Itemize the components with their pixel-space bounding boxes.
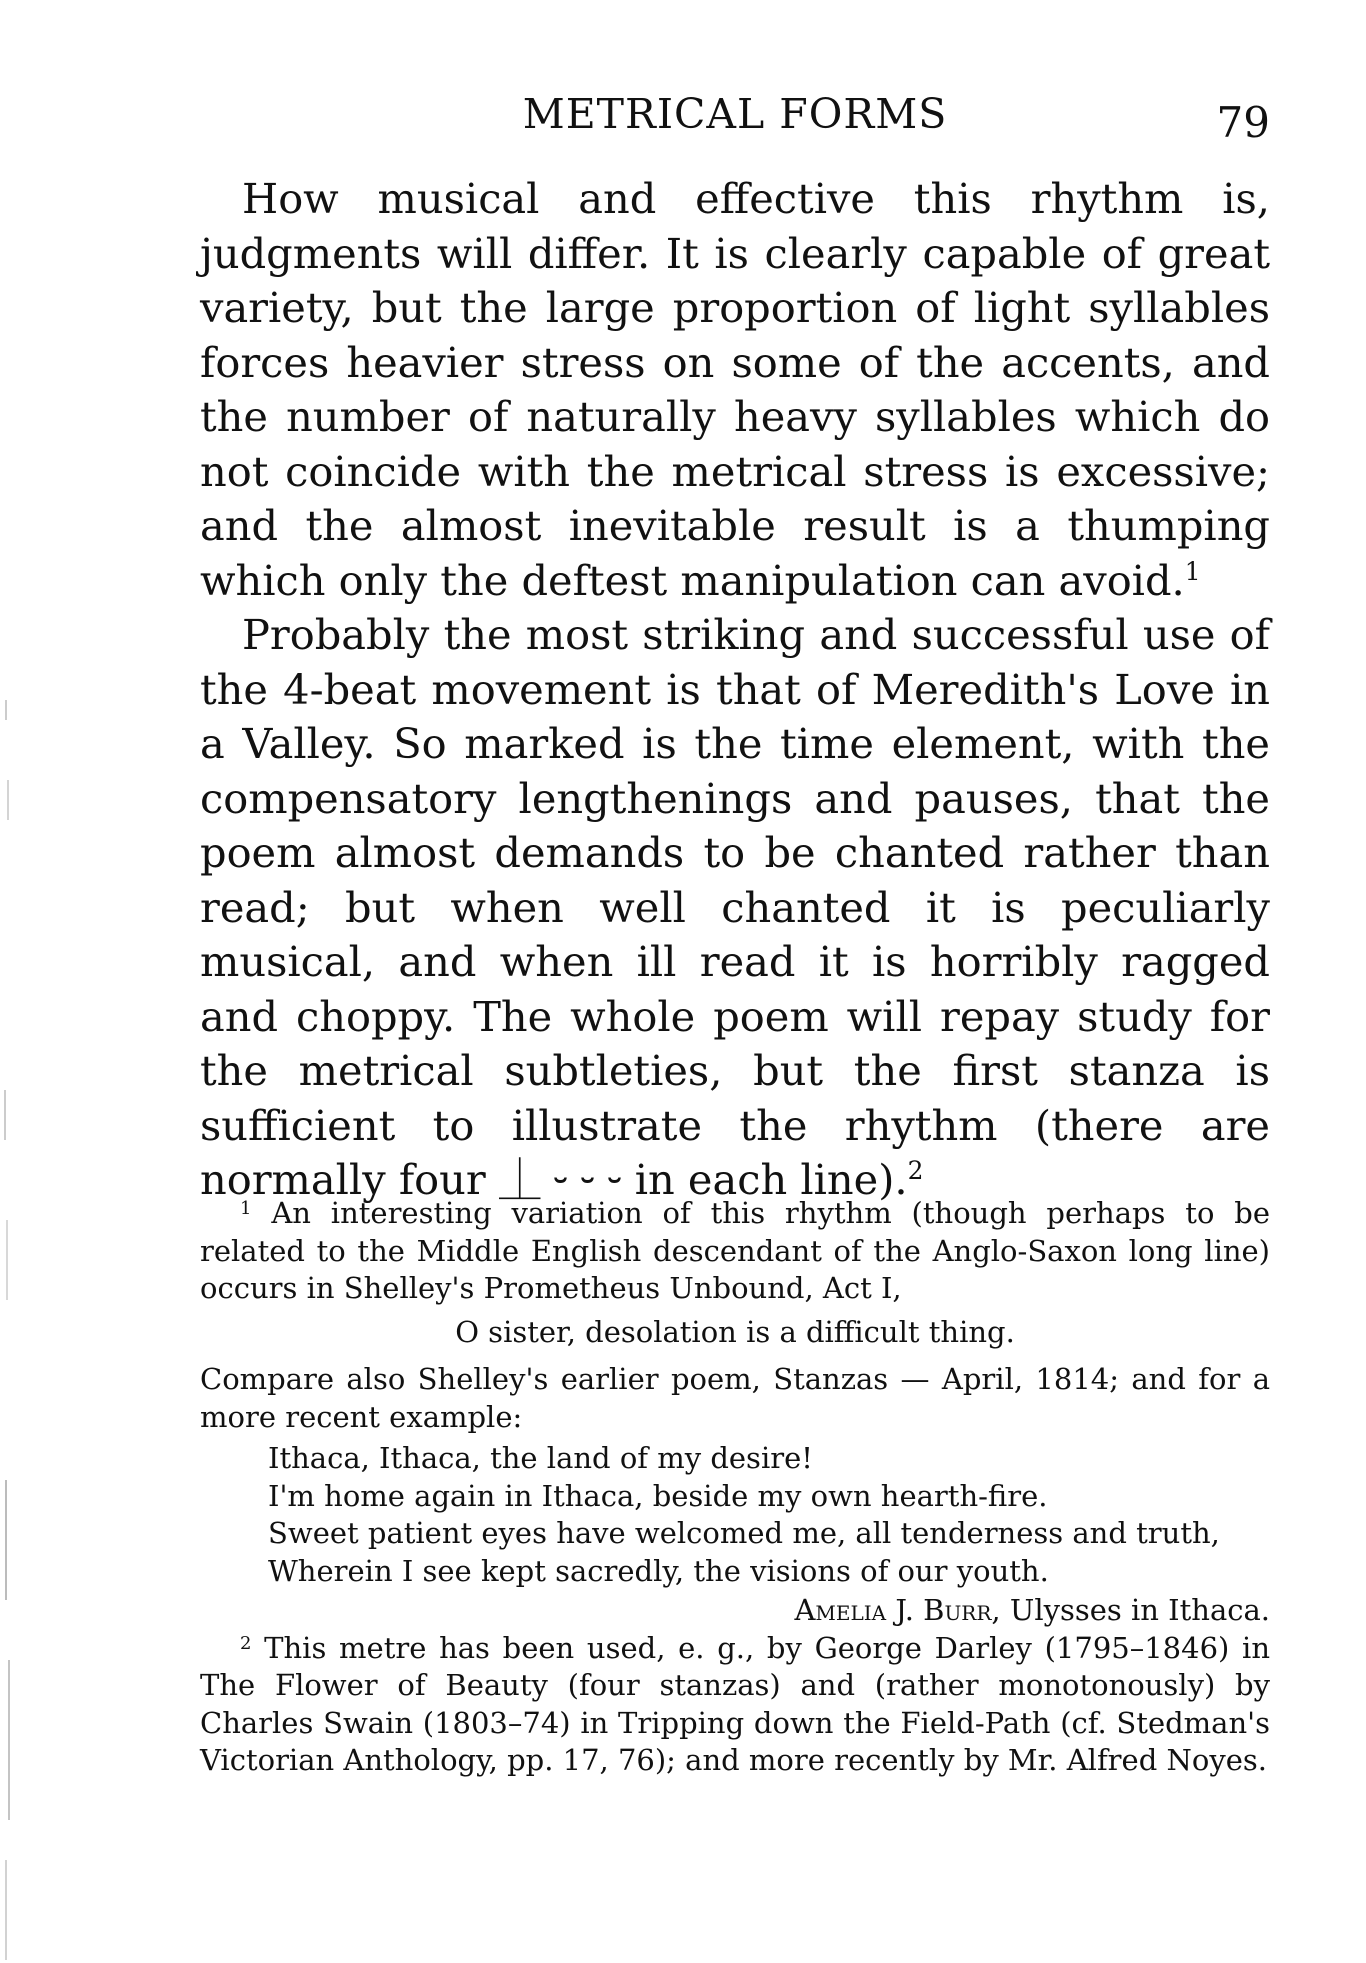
paragraph-1 bbox=[200, 172, 1270, 608]
footnote-ref-2: 2 bbox=[907, 1156, 924, 1186]
footnote-1-verse bbox=[268, 1440, 1270, 1590]
footnote-2-mark: 2 bbox=[240, 1632, 252, 1654]
attribution-title: Ulysses in Ithaca. bbox=[1009, 1593, 1270, 1627]
main-text bbox=[200, 172, 1270, 1208]
footnote-1-quote: O sister, desolation is a difficult thing. bbox=[455, 1314, 1015, 1349]
footnote-1-mark: 1 bbox=[240, 1198, 252, 1220]
footnote-1-compare: Compare also Shelley's earlier poem, Stanzas — April, 1814; and for a more recent example: bbox=[200, 1362, 1270, 1434]
footnote-1-text: An interesting variation of this rhythm (though perhaps to be related to the Middle English descendant of the Anglo-Saxon long line) occurs in Shelley's Prometheus Unbound, Act I, bbox=[200, 1196, 1271, 1305]
footnote-ref-1: 1 bbox=[1184, 556, 1201, 586]
running-head: METRICAL FORMS bbox=[522, 90, 948, 138]
scansion-symbols: ⏊ ⏑ ⏑ ⏑ bbox=[498, 1155, 622, 1204]
paragraph-2-text: Probably the most striking and successful use of the 4-beat movement is that of Meredith's Love in a Valley. So marked is the time element, with the compensatory lengthenings and pauses, that the poem almost demands to be chanted rather than read; but when well chanted it is peculiarly musical, and when ill read it is horribly ragged and choppy. The whole poem will repay study for the metrical subtleties, but the first stanza is sufficient to illustrate the rhythm (there are normally four bbox=[200, 610, 1270, 1204]
footnote-2 bbox=[200, 1630, 1270, 1780]
page-header bbox=[200, 90, 1270, 150]
paragraph-2 bbox=[200, 608, 1270, 1208]
verse-line: Ithaca, Ithaca, the land of my desire! bbox=[268, 1441, 813, 1475]
paragraph-2-end: in each line). bbox=[634, 1155, 908, 1204]
verse-line: I'm home again in Ithaca, beside my own hearth-fire. bbox=[268, 1478, 1048, 1513]
attribution-author: Amelia J. Burr, bbox=[794, 1593, 1001, 1627]
footnote-1 bbox=[200, 1195, 1270, 1308]
footnotes bbox=[200, 1195, 1270, 1780]
footnote-2-text: This metre has been used, e. g., by George Darley (1795–1846) in The Flower of Beauty (four stanzas) and (rather monotonously) by Charles Swain (1803–74) in Tripping down the Field-Path (cf. Stedman's Victorian Anthology, pp. 17, 76); and more recently by Mr. Alfred Noyes. bbox=[200, 1630, 1271, 1777]
verse-line: Sweet patient eyes have welcomed me, all tenderness and truth, bbox=[268, 1516, 1220, 1550]
page-number: 79 bbox=[1216, 98, 1270, 147]
footnote-1-attribution bbox=[200, 1592, 1270, 1630]
scan-edge-artifact bbox=[0, 700, 14, 1960]
paragraph-1-text: How musical and effective this rhythm is, judgments will differ. It is clearly capable of great variety, but the large proportion of light syllables forces heavier stress on some of the accents, and the number of naturally heavy syllables which do not coincide with the metrical stress is excessive; and the almost inevitable result is a thumping which only the deftest manipulation can avoid. bbox=[200, 174, 1270, 605]
verse-line: Wherein I see kept sacredly, the visions of our youth. bbox=[268, 1553, 1049, 1588]
